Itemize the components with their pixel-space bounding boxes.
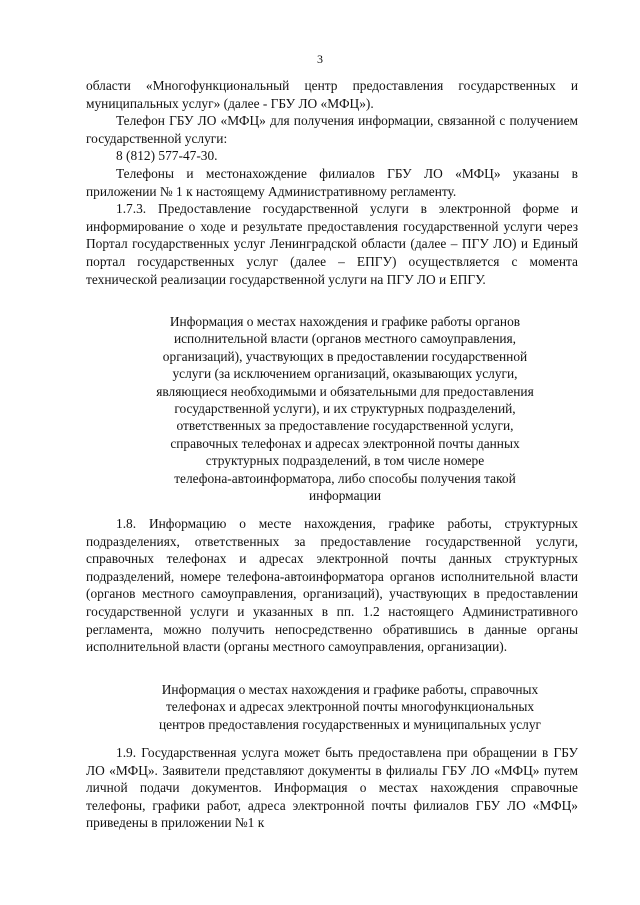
paragraph-1-7-3: 1.7.3. Предоставление государственной услуги в электронной форме и информирование о ходе и результате предоставления государственной услуги через Портал государственных услуг Ленинградской области (далее – ПГУ ЛО) и Единый портал государственных услуг (далее – ЕПГУ) осуществляется с момента технической реализации государственной услуги на ПГУ ЛО и ЕПГУ. bbox=[86, 201, 578, 287]
heading-line: справочных телефонах и адресах электронной почты данных bbox=[170, 435, 520, 451]
heading-line: центров предоставления государственных и муниципальных услуг bbox=[158, 716, 542, 732]
page-number: 3 bbox=[317, 52, 323, 66]
heading-line: являющиеся необходимыми и обязательными для предоставления bbox=[156, 383, 534, 399]
section-heading-authorities bbox=[140, 313, 550, 504]
heading-line: услуги (за исключением организаций, оказывающих услуги, bbox=[172, 366, 518, 382]
heading-line: телефона-автоинформатора, либо способы получения такой bbox=[174, 470, 516, 486]
heading-line: информации bbox=[308, 488, 382, 504]
heading-line: ответственных за предоставление государственной услуги, bbox=[176, 418, 514, 434]
section-heading-mfc bbox=[120, 681, 580, 733]
heading-line: Информация о местах нахождения и графике работы органов bbox=[169, 314, 521, 329]
paragraph-1-8: 1.8. Информацию о месте нахождения, графике работы, структурных подразделениях, ответственных за предоставление государственной услуги, справочных телефонах и адресах электронной почты данных структурных подразделений, номере телефона-автоинформатора органов исполнительной власти (органов местного самоуправления, организаций), участвующих в предоставлении государственной услуги и указанных в пп. 1.2 настоящего Административного регламента, можно получить непосредственно обратившись в данные органы исполнительной власти (органы местного самоуправления, организации). bbox=[86, 516, 578, 655]
heading-line: организаций), участвующих в предоставлении государственной bbox=[162, 348, 528, 364]
heading-line: структурных подразделений, в том числе номере bbox=[205, 453, 485, 469]
section-contacts bbox=[86, 77, 578, 288]
paragraph-mfc-name: области «Многофункциональный центр предоставления государственных и муниципальных услуг» (далее - ГБУ ЛО «МФЦ»). bbox=[86, 78, 578, 111]
paragraph-mfc-phone-number: 8 (812) 577-47-30. bbox=[116, 148, 218, 164]
heading-line: государственной услуги), и их структурных подразделений, bbox=[174, 401, 516, 417]
paragraph-branches: Телефоны и местонахождение филиалов ГБУ ЛО «МФЦ» указаны в приложении № 1 к настоящему Административному регламенту. bbox=[86, 165, 578, 199]
heading-line: телефонах и адресах электронной почты многофункциональных bbox=[165, 699, 535, 715]
section-1-8 bbox=[86, 515, 578, 656]
heading-line: Информация о местах нахождения и графике работы, справочных bbox=[161, 682, 539, 697]
paragraph-1-9: 1.9. Государственная услуга может быть предоставлена при обращении в ГБУ ЛО «МФЦ». Заявители представляют документы в филиалы ГБУ ЛО «МФЦ» путем личной подачи документов. Информация о местах нахождения справочные телефоны, графики работ, адреса электронной почты филиалов ГБУ ЛО «МФЦ» приведены в приложении №1 к bbox=[86, 745, 578, 831]
heading-line: исполнительной власти (органов местного самоуправления, bbox=[173, 331, 517, 347]
paragraph-mfc-phone-intro: Телефон ГБУ ЛО «МФЦ» для получения информации, связанной с получением государственной услуги: bbox=[86, 113, 578, 146]
section-1-9 bbox=[86, 744, 578, 832]
